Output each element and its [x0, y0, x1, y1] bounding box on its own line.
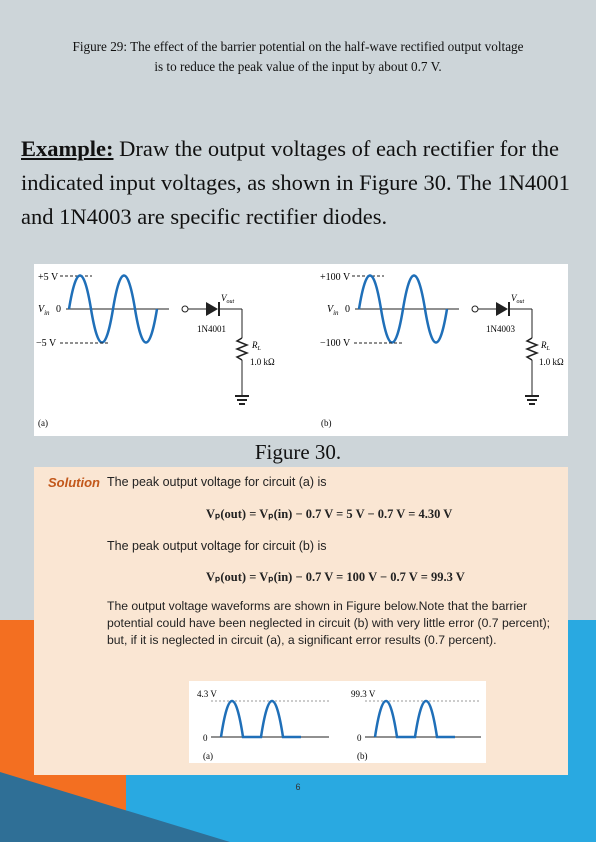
- circuit-b-input-terminal: [472, 306, 478, 312]
- solution-label: Solution: [48, 475, 100, 490]
- equation-b: Vₚ(out) = Vₚ(in) − 0.7 V = 100 V − 0.7 V = 99.3 V: [206, 570, 465, 584]
- circuit-a-minus-label: −5 V: [36, 338, 57, 349]
- circuit-a-rl-value: 1.0 kΩ: [250, 357, 275, 367]
- circuit-a-plus-label: +5 V: [38, 272, 59, 283]
- circuit-b-rl-value: 1.0 kΩ: [539, 357, 564, 367]
- circuit-b-tag: (b): [321, 418, 332, 428]
- circuit-a: [36, 272, 275, 428]
- equation-a: Vₚ(out) = Vₚ(in) − 0.7 V = 5 V − 0.7 V = 4.30 V: [206, 507, 453, 521]
- waveform-b-zero: 0: [357, 733, 362, 743]
- caption-line-2: is to reduce the peak value of the input by about 0.7 V.: [154, 59, 442, 74]
- circuit-a-diode-label: 1N4001: [197, 324, 226, 334]
- waveform-b-peak-label: 99.3 V: [351, 689, 376, 699]
- circuit-a-resistor-icon: [237, 338, 247, 360]
- circuit-b-vin: $V_{in}$: [327, 304, 339, 317]
- figure-30-caption: Figure 30.: [254, 440, 342, 464]
- waveform-a-zero: 0: [203, 733, 208, 743]
- solution-line-b: The peak output voltage for circuit (b) is: [107, 539, 327, 553]
- circuit-a-diode-icon: [206, 302, 218, 316]
- circuit-b-resistor-icon: [527, 338, 537, 360]
- output-waveforms: [189, 681, 486, 763]
- example-label: Example:: [21, 136, 114, 161]
- waveform-b-curve: [375, 701, 455, 737]
- waveform-a-curve: [221, 701, 301, 737]
- waveform-b-tag: (b): [357, 751, 368, 761]
- waveform-a-peak-label: 4.3 V: [197, 689, 217, 699]
- circuit-b-rl: $R_L$: [541, 340, 550, 352]
- circuit-a-vin: $V_{in}$: [38, 304, 50, 317]
- output-waveform-svg: [189, 681, 486, 763]
- example-paragraph: [21, 132, 577, 234]
- circuit-b-diode-icon: [496, 302, 508, 316]
- figure-29-caption: [0, 37, 596, 77]
- circuit-b-zero: 0: [345, 304, 350, 315]
- circuit-b-minus-label: −100 V: [320, 338, 351, 349]
- waveform-a-tag: (a): [203, 751, 213, 761]
- solution-box: [34, 467, 568, 775]
- circuit-a-input-terminal: [182, 306, 188, 312]
- example-text: Draw the output voltages of each rectifier for the indicated input voltages, as shown in Figure 30. The 1N4001 and 1N4003 are specific rectifier diodes.: [21, 136, 570, 229]
- figure-30-circuits: [34, 264, 568, 436]
- waveform-b: [351, 689, 481, 761]
- circuit-a-vout: $V_{out}$: [221, 293, 235, 305]
- waveform-a: [197, 689, 329, 761]
- circuit-diagram: [34, 264, 568, 436]
- caption-line-1: Figure 29: The effect of the barrier potential on the half-wave rectified output voltage: [72, 39, 524, 54]
- solution-line-a: The peak output voltage for circuit (a) is: [107, 475, 327, 489]
- circuit-b-diode-label: 1N4003: [486, 324, 515, 334]
- circuit-a-zero: 0: [56, 304, 61, 315]
- circuit-a-tag: (a): [38, 418, 48, 428]
- page-number: 6: [295, 782, 301, 792]
- circuit-b-plus-label: +100 V: [320, 272, 351, 283]
- circuit-b: [320, 272, 564, 428]
- solution-paragraph: The output voltage waveforms are shown in Figure below.Note that the barrier potential could have been neglected in circuit (b) with very little error (0.7 percent); but, if it is neglected in circuit (a), a significant error results (0.7 percent).: [107, 599, 551, 647]
- circuit-a-rl: $R_L$: [252, 340, 261, 352]
- circuit-b-vout: $V_{out}$: [511, 293, 525, 305]
